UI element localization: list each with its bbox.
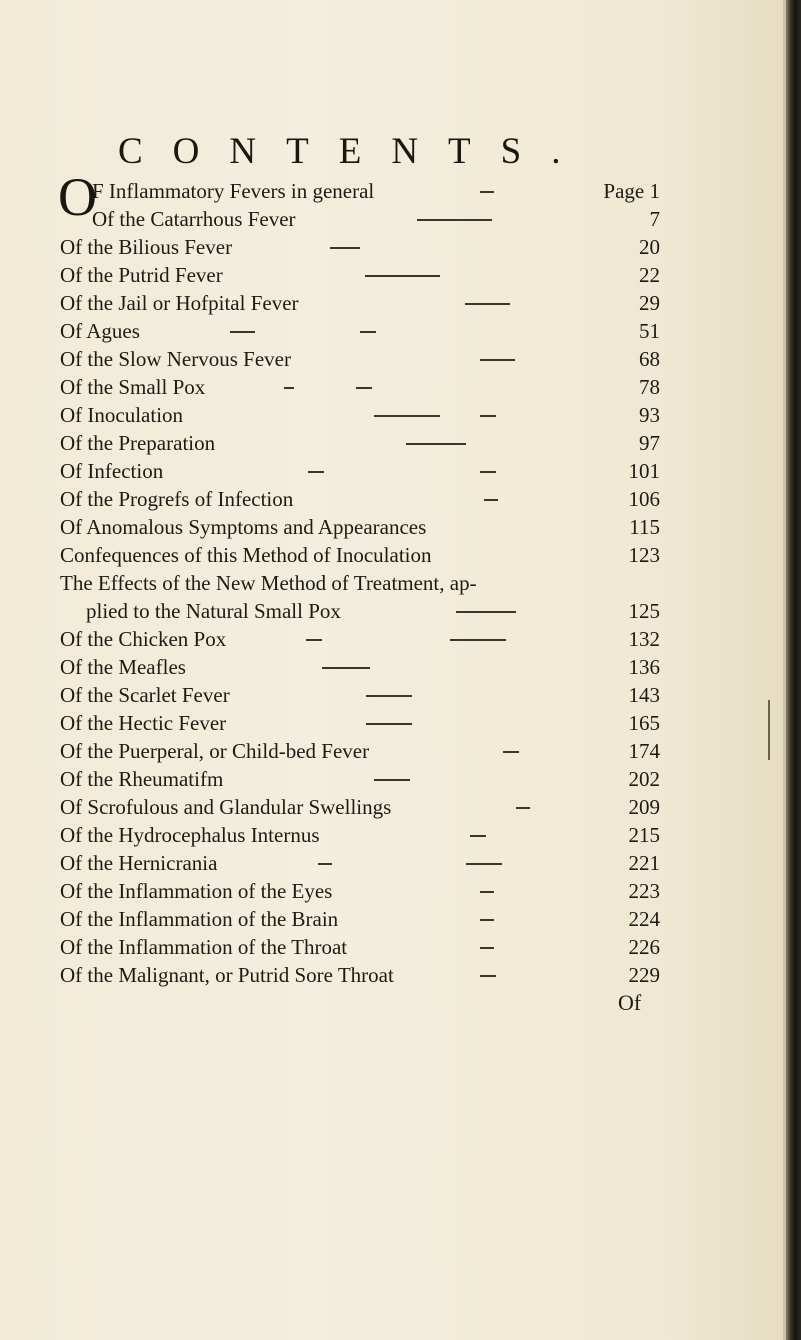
leader-dash: [516, 807, 530, 809]
leader-dash: [480, 415, 496, 417]
entry-title: Of the Putrid Fever: [60, 263, 223, 287]
leader-dash: [366, 723, 412, 725]
leader-dash: [230, 331, 255, 333]
entry-title: Of the Slow Nervous Fever: [60, 347, 291, 371]
entry-page: 93: [639, 403, 660, 427]
entry-page: 143: [628, 683, 660, 707]
drop-capital: O: [58, 167, 97, 227]
contents-entry: [60, 848, 660, 878]
entry-title: Of the Jail or Hofpital Fever: [60, 291, 299, 315]
entry-title: Of the Inflammation of the Eyes: [60, 879, 333, 903]
entry-page: 229: [628, 963, 660, 987]
contents-entry: [60, 764, 660, 794]
entry-page: 221: [628, 851, 660, 875]
entry-title: Of the Inflammation of the Brain: [60, 907, 339, 931]
entry-title: plied to the Natural Small Pox: [86, 599, 341, 623]
page-crease: [768, 700, 770, 760]
book-spine: [786, 0, 801, 1340]
contents-entry: [60, 344, 660, 374]
contents-entry: [60, 288, 660, 318]
leader-dash: [480, 919, 494, 921]
contents-entry: [60, 176, 660, 206]
entry-title: Of the Hernicrania: [60, 851, 218, 875]
leader-dash: [503, 751, 519, 753]
entry-title: Of Anomalous Symptoms and Appearances: [60, 515, 427, 539]
contents-entry: [60, 260, 660, 290]
entry-page: 106: [628, 487, 660, 511]
leader-dash: [406, 443, 466, 445]
contents-entry: [60, 652, 660, 682]
entry-page: [603, 176, 660, 206]
leader-dash: [480, 975, 496, 977]
leader-dash: [480, 891, 494, 893]
entry-page: 209: [628, 795, 660, 819]
page-label: Page: [603, 179, 645, 203]
leader-dash: [480, 359, 515, 361]
entry-title: Of the Scarlet Fever: [60, 683, 230, 707]
entry-title: Of the Hectic Fever: [60, 711, 227, 735]
leader-dash: [366, 695, 412, 697]
entry-page: 224: [628, 907, 660, 931]
entry-title: Of the Inflammation of the Throat: [60, 935, 348, 959]
contents-entry: [60, 428, 660, 458]
contents-entry: [60, 932, 660, 962]
entry-page: 68: [639, 347, 660, 371]
entry-title: Of the Meafles: [60, 655, 186, 679]
contents-entry: [60, 736, 660, 766]
page-number: 1: [649, 179, 660, 203]
catchword: Of: [618, 990, 642, 1015]
entry-title: Of the Progrefs of Infection: [60, 487, 294, 511]
entry-page: 132: [628, 627, 660, 651]
entry-title: Of the Small Pox: [60, 375, 206, 399]
entry-page: 136: [628, 655, 660, 679]
leader-dash: [374, 415, 440, 417]
contents-entry: [60, 204, 660, 234]
entry-page: 22: [639, 263, 660, 287]
entry-title: Of the Catarrhous Fever: [92, 207, 296, 231]
leader-dash: [480, 471, 496, 473]
contents-entry: [60, 624, 660, 654]
contents-entry: [60, 372, 660, 402]
entry-page: 101: [628, 459, 660, 483]
entry-page: 226: [628, 935, 660, 959]
leader-dash: [318, 863, 332, 865]
entry-page: 115: [629, 515, 660, 539]
entry-title: The Effects of the New Method of Treatment, ap-: [60, 571, 477, 595]
contents-entry: [60, 820, 660, 850]
entry-page: 97: [639, 431, 660, 455]
contents-entry: [60, 540, 660, 570]
contents-entry: [60, 484, 660, 514]
entry-title: Of the Chicken Pox: [60, 627, 227, 651]
contents-entry: [60, 456, 660, 486]
leader-dash: [356, 387, 372, 389]
entry-page: 202: [628, 767, 660, 791]
entry-title: Of Infection: [60, 459, 164, 483]
entry-title: Of Inoculation: [60, 403, 184, 427]
leader-dash: [365, 275, 440, 277]
entry-page: 29: [639, 291, 660, 315]
entry-title: Of the Malignant, or Putrid Sore Throat: [60, 963, 394, 987]
contents-entry: [60, 512, 660, 542]
contents-entry: [60, 876, 660, 906]
entry-page: 165: [628, 711, 660, 735]
entry-page: 78: [639, 375, 660, 399]
entry-title: Of Scrofulous and Glandular Swellings: [60, 795, 392, 819]
entry-title: Of the Rheumatifm: [60, 767, 224, 791]
leader-dash: [374, 779, 410, 781]
leader-dash: [284, 387, 294, 389]
entry-title: Of the Hydrocephalus Internus: [60, 823, 320, 847]
entry-title: Of Agues: [60, 319, 140, 343]
leader-dash: [330, 247, 360, 249]
entry-page: 215: [628, 823, 660, 847]
entry-title: Of the Bilious Fever: [60, 235, 233, 259]
contents-entry: [60, 316, 660, 346]
contents-entry: [60, 904, 660, 934]
contents-entry: [60, 708, 660, 738]
leader-dash: [484, 499, 498, 501]
entry-page: 125: [628, 599, 660, 623]
leader-dash: [466, 863, 502, 865]
entry-title: Of the Preparation: [60, 431, 216, 455]
leader-dash: [322, 667, 370, 669]
contents-heading: CONTENTS.: [118, 131, 591, 172]
leader-dash: [480, 947, 494, 949]
contents-entry: [60, 596, 660, 626]
contents-entry: [60, 792, 660, 822]
contents-entry: [60, 680, 660, 710]
entry-page: 7: [649, 207, 660, 231]
leader-dash: [450, 639, 506, 641]
leader-dash: [480, 191, 494, 193]
entry-page: 20: [639, 235, 660, 259]
contents-entry: [60, 232, 660, 262]
leader-dash: [360, 331, 376, 333]
entry-page: 223: [628, 879, 660, 903]
entry-page: 123: [628, 543, 660, 567]
entry-page: 174: [628, 739, 660, 763]
leader-dash: [456, 611, 516, 613]
entry-page: 51: [639, 319, 660, 343]
leader-dash: [306, 639, 322, 641]
entry-title: Of the Puerperal, or Child-bed Fever: [60, 739, 370, 763]
contents-entry: [60, 960, 660, 990]
leader-dash: [465, 303, 510, 305]
leader-dash: [470, 835, 486, 837]
leader-dash: [417, 219, 492, 221]
entry-title: F Inflammatory Fevers in general: [92, 179, 375, 203]
entry-title: Confequences of this Method of Inoculation: [60, 543, 432, 567]
contents-entry: [60, 568, 660, 598]
leader-dash: [308, 471, 324, 473]
contents-entry: [60, 400, 660, 430]
